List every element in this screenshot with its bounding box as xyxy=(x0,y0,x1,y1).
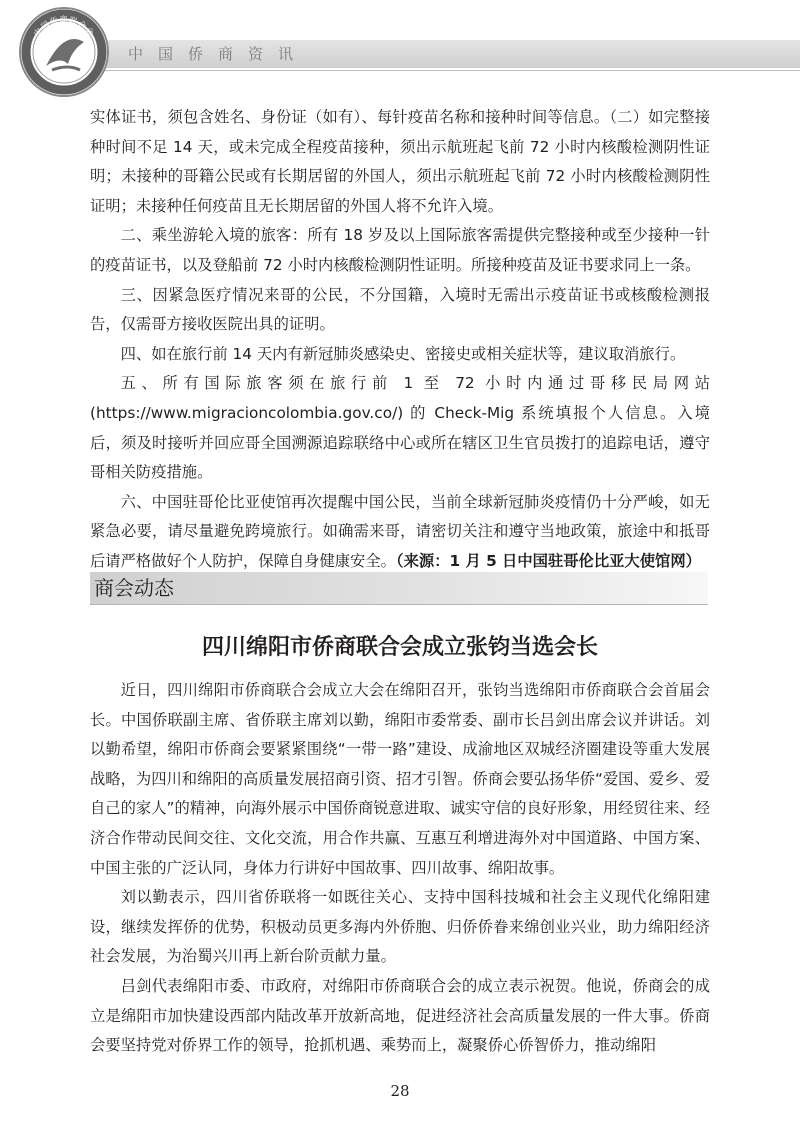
notice-paragraph-5: 五、所有国际旅客须在旅行前 1 至 72 小时内通过哥移民局网站 (https://www.migracioncolombia.gov.co/) 的 Check-Mig 系统填报个人信息。入境后，须及时接听并回应哥全国溯源追踪联络中心或所在辖区卫生官员拨打的追踪电话，遵守哥相关防疫措施。 xyxy=(90,374,710,482)
article-body xyxy=(90,676,710,1061)
logo-text: 中国侨商联合会 xyxy=(32,15,96,39)
article-paragraph-2: 刘以勤表示，四川省侨联将一如既往关心、支持中国科技城和社会主义现代化绵阳建设，继续发挥侨的优势，积极动员更多海内外侨胞、归侨侨眷来绵创业兴业，助力绵阳经济社会发展，为治蜀兴川再上新台阶贡献力量。 xyxy=(90,888,710,966)
page-header xyxy=(0,0,800,100)
notice-paragraph-3: 三、因紧急医疗情况来哥的公民，不分国籍，入境时无需出示疫苗证书或核酸检测报告，仅需哥方接收医院出具的证明。 xyxy=(90,285,710,334)
notice-paragraph-6-text: 六、中国驻哥伦比亚使馆再次提醒中国公民，当前全球新冠肺炎疫情仍十分严峻，如无紧急必要，请尽量避免跨境旅行。如确需来哥，请密切关注和遵守当地政策，旅途中和抵哥后请严格做好个人防护，保障自身健康安全。 xyxy=(90,492,710,570)
publication-title: 中国侨商资讯 xyxy=(128,45,309,63)
notice-paragraph-2: 二、乘坐游轮入境的旅客：所有 18 岁及以上国际旅客需提供完整接种或至少接种一针的疫苗证书，以及登船前 72 小时内核酸检测阴性证明。所接种疫苗及证书要求同上一条。 xyxy=(90,226,710,274)
header-rule xyxy=(96,70,800,71)
notice-body xyxy=(90,103,710,577)
section-heading: 商会动态 xyxy=(94,576,174,600)
notice-paragraph-6 xyxy=(90,488,710,577)
article-paragraph-3: 吕剑代表绵阳市委、市政府，对绵阳市侨商联合会的成立表示祝贺。他说，侨商会的成立是绵阳市加快建设西部内陆改革开放新高地，促进经济社会高质量发展的一件大事。侨商会要坚持党对侨界工作的领导，抢抓机遇、乘势而上，凝聚侨心侨智侨力，推动绵阳 xyxy=(90,976,710,1055)
federation-logo-icon xyxy=(16,4,112,100)
section-heading-bar xyxy=(90,572,708,605)
notice-source: （来源：1 月 5 日中国驻哥伦比亚大使馆网） xyxy=(395,551,701,570)
page-number: 28 xyxy=(390,1082,410,1100)
notice-paragraph-4: 四、如在旅行前 14 天内有新冠肺炎感染史、密接史或相关症状等，建议取消旅行。 xyxy=(120,344,686,363)
article-paragraph-1: 近日，四川绵阳市侨商联合会成立大会在绵阳召开，张钧当选绵阳市侨商联合会首届会长。中国侨联副主席、省侨联主席刘以勤，绵阳市委常委、副市长吕剑出席会议并讲话。刘以勤希望，绵阳市侨商会要紧紧围绕“一带一路”建设、成渝地区双城经济圈建设等重大发展战略，为四川和绵阳的高质量发展招商引资、招才引智。侨商会要弘扬华侨“爱国、爱乡、爱自己的家人”的精神，向海外展示中国侨商锐意进取、诚实守信的良好形象，用经贸往来、经济合作带动民间交往、文化交流，用合作共赢、互惠互利增进海外对中国道路、中国方案、中国主张的广泛认同，身体力行讲好中国故事、四川故事、绵阳故事。 xyxy=(90,681,710,877)
notice-paragraph-1: 实体证书，须包含姓名、身份证（如有）、每针疫苗名称和接种时间等信息。（二）如完整接种时间不足 14 天，或未完成全程疫苗接种，须出示航班起飞前 72 小时内核酸检测阴性证明；未接种的哥籍公民或有长期居留的外国人，须出示航班起飞前 72 小时内核酸检测阴性证明；未接种任何疫苗且无长期居留的外国人将不允许入境。 xyxy=(90,108,710,215)
article-title: 四川绵阳市侨商联合会成立张钧当选会长 xyxy=(201,635,598,660)
